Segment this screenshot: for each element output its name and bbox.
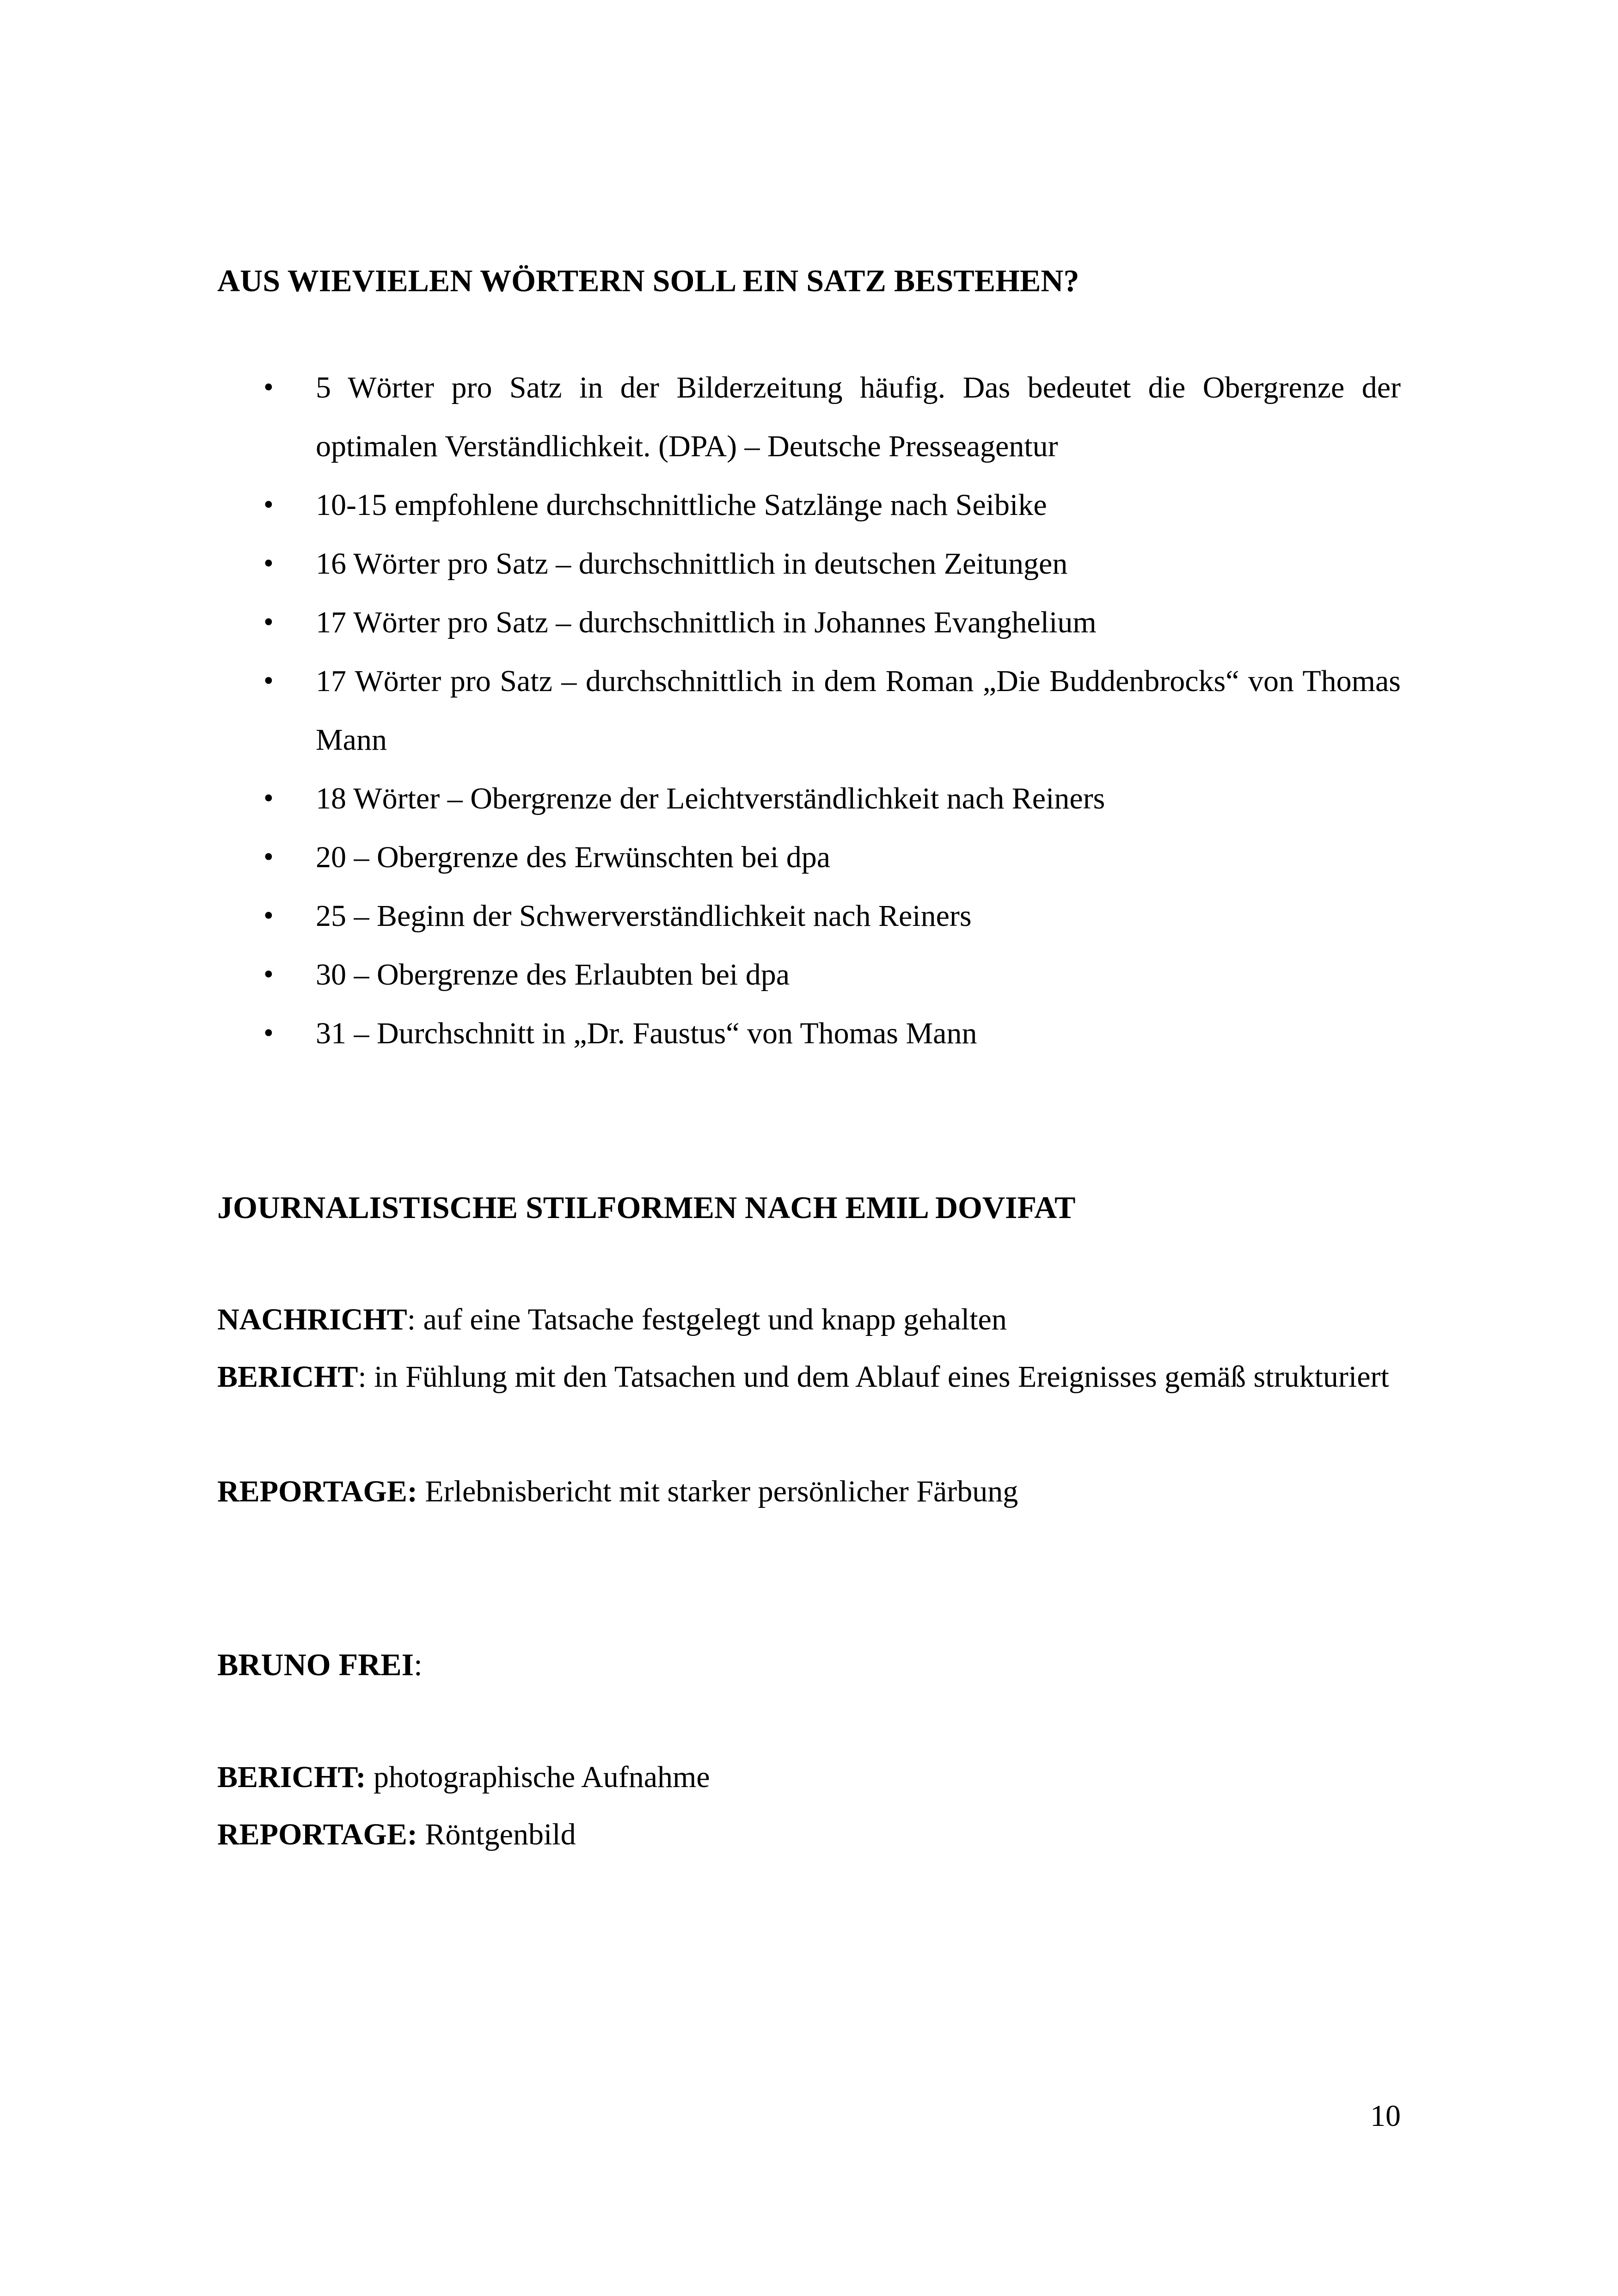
definition-text: Erlebnisbericht mit starker persönlicher Färbung (417, 1475, 1018, 1508)
definition-reportage-frei (217, 1806, 1401, 1863)
list-item (217, 652, 1401, 769)
list-item (217, 945, 1401, 1004)
list-item-text: 10-15 empfohlene durchschnittliche Satzlänge nach Seibike (316, 488, 1047, 522)
bullet-icon: • (264, 548, 274, 579)
definition-nachricht (217, 1291, 1401, 1348)
bullet-icon: • (264, 841, 274, 873)
bullet-icon: • (264, 1017, 274, 1049)
definition-text: Röntgenbild (417, 1818, 576, 1851)
term-nachricht: NACHRICHT (217, 1303, 407, 1336)
definition-text: : in Fühlung mit den Tatsachen und dem Ablauf eines Ereignisses gemäß strukturiert (358, 1360, 1389, 1394)
page-number: 10 (1370, 2099, 1401, 2133)
list-item (217, 828, 1401, 887)
list-item (217, 476, 1401, 534)
bullet-icon: • (264, 959, 274, 990)
bullet-icon: • (264, 606, 274, 638)
list-item-text: 17 Wörter pro Satz – durchschnittlich in Johannes Evanghelium (316, 606, 1097, 639)
list-item-text: 31 – Durchschnitt in „Dr. Faustus“ von Thomas Mann (316, 1016, 977, 1050)
definition-bericht-frei (217, 1749, 1401, 1806)
term-reportage: REPORTAGE: (217, 1818, 417, 1851)
term-bericht: BERICHT: (217, 1760, 366, 1794)
list-item (217, 1004, 1401, 1063)
definition-text: : auf eine Tatsache festgelegt und knapp gehalten (407, 1303, 1007, 1336)
definition-bericht (217, 1348, 1401, 1406)
list-item-text: 25 – Beginn der Schwerverständlichkeit nach Reiners (316, 899, 972, 933)
definition-text: photographische Aufnahme (366, 1760, 710, 1794)
section-heading-dovifat: JOURNALISTISCHE STILFORMEN NACH EMIL DOVIFAT (217, 1190, 1076, 1225)
definition-reportage (217, 1463, 1401, 1520)
bullet-icon: • (264, 900, 274, 931)
bullet-icon: • (264, 489, 274, 520)
list-item-text: 16 Wörter pro Satz – durchschnittlich in deutschen Zeitungen (316, 547, 1068, 581)
list-item-text: 20 – Obergrenze des Erwünschten bei dpa (316, 840, 831, 874)
list-item (217, 769, 1401, 828)
term-bericht: BERICHT (217, 1360, 358, 1394)
heading-text: BRUNO FREI (217, 1647, 414, 1682)
list-item (217, 534, 1401, 593)
list-item (217, 358, 1401, 476)
heading-colon: : (414, 1647, 423, 1682)
bullet-icon: • (264, 372, 274, 403)
list-item (217, 593, 1401, 652)
term-reportage: REPORTAGE: (217, 1475, 417, 1508)
list-item-text: 30 – Obergrenze des Erlaubten bei dpa (316, 958, 790, 992)
bullet-icon: • (264, 783, 274, 814)
sentence-length-list (217, 358, 1401, 1063)
section-heading-sentence-length: AUS WIEVIELEN WÖRTERN SOLL EIN SATZ BESTEHEN? (217, 263, 1079, 298)
bullet-icon: • (264, 665, 274, 697)
section-heading-bruno-frei (217, 1649, 423, 1680)
list-item-text: 5 Wörter pro Satz in der Bilderzeitung häufig. Das bedeutet die Obergrenze der optimalen Verständlichkeit. (DPA) – Deutsche Presseagentur (316, 371, 1401, 463)
list-item (217, 887, 1401, 945)
list-item-text: 18 Wörter – Obergrenze der Leichtverständlichkeit nach Reiners (316, 782, 1105, 815)
list-item-text: 17 Wörter pro Satz – durchschnittlich in dem Roman „Die Buddenbrocks“ von Thomas Mann (316, 664, 1401, 757)
